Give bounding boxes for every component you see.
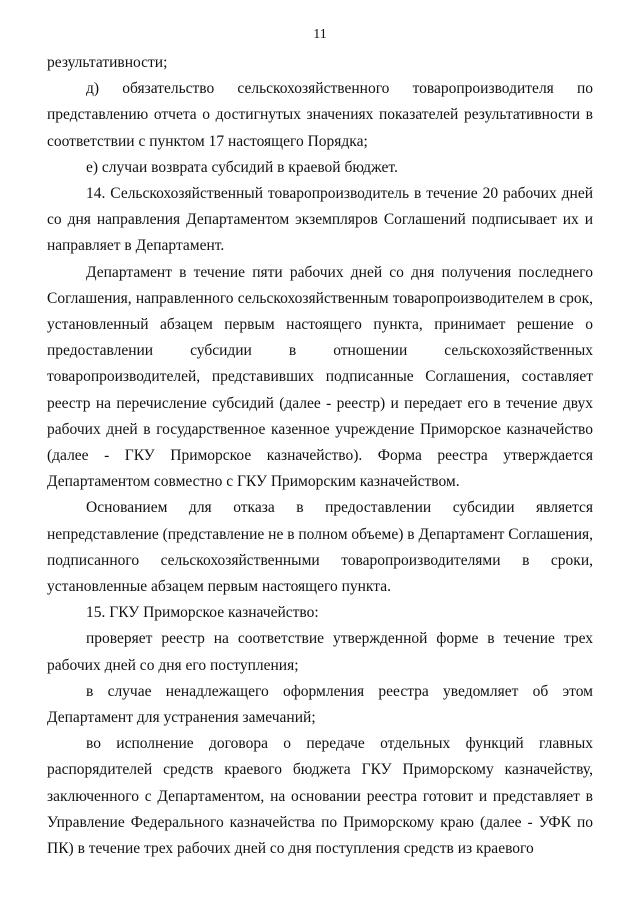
page-number: 11 [313, 27, 327, 42]
paragraph-1: результативности; [47, 54, 168, 71]
paragraph-6: Основанием для отказа в предоставлении субсидии является непредставление (представление не в полном объеме) в Департамент Соглашения, подписанного сельскохозяйственными товаропроизводителями в сроки, установленные абзацем первым настоящего пункта. [47, 499, 593, 596]
paragraph-8: проверяет реестр на соответствие утвержденной форме в течение трех рабочих дней со дня его поступления; [47, 630, 593, 674]
paragraph-7: 15. ГКУ Приморское казначейство: [86, 604, 319, 622]
document-body [47, 50, 593, 862]
paragraph-5: Департамент в течение пяти рабочих дней со дня получения последнего Соглашения, направленного сельскохозяйственным товаропроизводителем в срок, установленный абзацем первым настоящего пункта, принимает решение о предоставлении субсидии в отношении сельскохозяйственных товаропроизводителей, представивших подписанные Соглашения, составляет реестр на перечисление субсидий (далее - реестр) и передает его в течение двух рабочих дней в государственное казенное учреждение Приморское казначейство (далее - ГКУ Приморское казначейство). Форма реестра утверждается Департаментом совместно с ГКУ Приморским казначейством. [47, 263, 593, 491]
paragraph-10: во исполнение договора о передаче отдельных функций главных распорядителей средств краевого бюджета ГКУ Приморскому казначейству, заключенного с Департаментом, на основании реестра готовит и представляет в Управление Федерального казначейства по Приморскому краю (далее - УФК по ПК) в течение трех рабочих дней со дня поступления средств из краевого [47, 735, 593, 858]
paragraph-4: 14. Сельскохозяйственный товаропроизводитель в течение 20 рабочих дней со дня направления Департаментом экземпляров Соглашений подписывает их и направляет в Департамент. [47, 185, 593, 255]
paragraph-3: е) случаи возврата субсидий в краевой бюджет. [86, 158, 398, 176]
paragraph-9: в случае ненадлежащего оформления реестра уведомляет об этом Департамент для устранения замечаний; [47, 682, 593, 727]
paragraph-2: д) обязательство сельскохозяйственного товаропроизводителя по представлению отчета о достигнутых значениях показателей результативности в соответствии с пунктом 17 настоящего Порядка; [47, 80, 593, 150]
